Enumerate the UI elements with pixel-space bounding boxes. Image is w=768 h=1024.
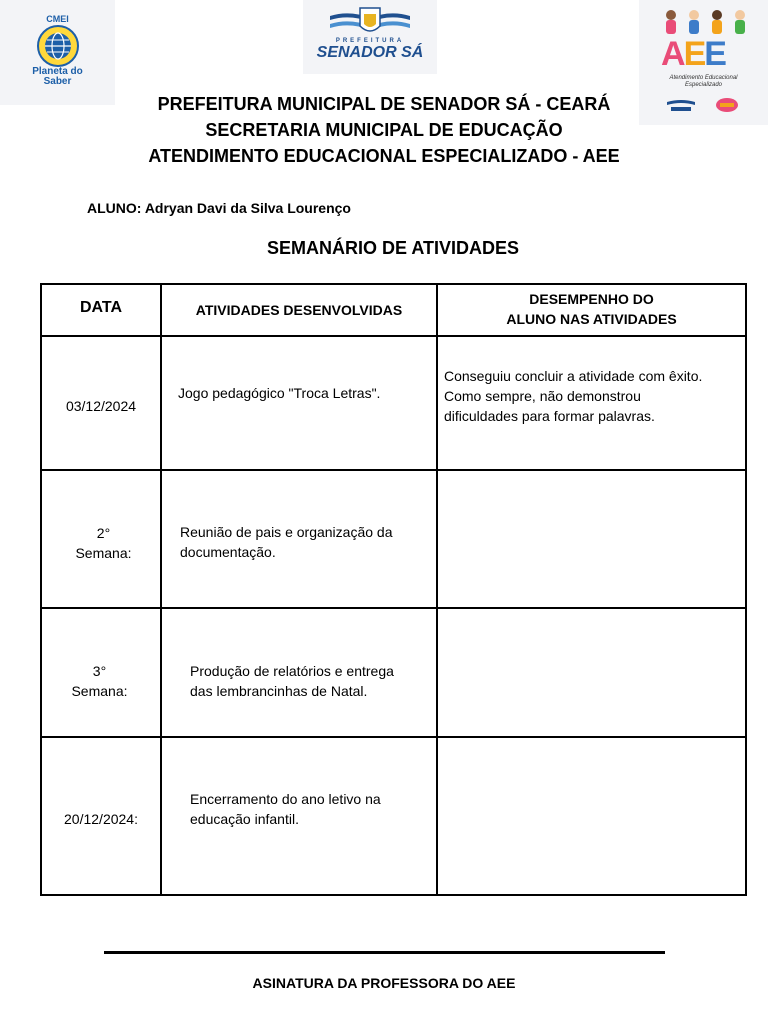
- table-rule-row1: [40, 469, 747, 471]
- header-activities: ATIVIDADES DESENVOLVIDAS: [195, 302, 403, 318]
- table-border-right: [745, 283, 747, 896]
- student-name: Adryan Davi da Silva Lourenço: [144, 200, 351, 216]
- page-title: SEMANÁRIO DE ATIVIDADES: [266, 238, 520, 258]
- row1-date-line1: 03/12/2024: [65, 398, 137, 414]
- row2-date-line1: 2°: [96, 525, 111, 541]
- header-secretariat: SECRETARIA MUNICIPAL DE EDUCAÇÃO: [205, 120, 563, 140]
- cmei-name-line2: Saber: [43, 76, 72, 87]
- row4-date: [42, 809, 160, 829]
- table-rule-row3: [40, 736, 747, 738]
- row1-perf-line3: dificuldades para formar palavras.: [444, 408, 655, 424]
- prefeitura-small-text: PREFEITURA: [335, 38, 405, 44]
- prefeitura-big-text: SENADOR SÁ: [316, 44, 424, 61]
- cmei-logo: [0, 0, 115, 105]
- aee-logo-subtitle: [639, 75, 768, 89]
- aee-sub-line1: Atendimento Educacional: [669, 75, 738, 81]
- aee-logo-letters: [661, 36, 725, 72]
- table-border-bottom: [40, 894, 747, 896]
- row4-date-line1: 20/12/2024:: [64, 811, 138, 827]
- row3-activity-line2: das lembrancinhas de Natal.: [190, 683, 368, 699]
- aee-letter-e2: E: [704, 35, 725, 73]
- row1-activity: [178, 383, 434, 403]
- header-performance-line1: DESEMPENHO DO: [529, 291, 654, 307]
- row2-activity-line1: Reunião de pais e organização da: [180, 524, 393, 540]
- row1-date: [42, 396, 160, 416]
- student-label: ALUNO:: [87, 200, 142, 216]
- row3-date-line2: Semana:: [71, 683, 128, 699]
- row3-date: [42, 661, 157, 701]
- student-line: [87, 200, 351, 216]
- row2-activity-line2: documentação.: [180, 544, 276, 560]
- row2-activity: [180, 522, 434, 562]
- prefeitura-logo: [303, 0, 437, 74]
- row1-activity-line1: Jogo pedagógico "Troca Letras".: [178, 385, 381, 401]
- header-date: DATA: [79, 299, 123, 316]
- cmei-logo-name: [0, 67, 115, 87]
- header-performance-line2: ALUNO NAS ATIVIDADES: [506, 311, 677, 327]
- header-service: ATENDIMENTO EDUCACIONAL ESPECIALIZADO - AEE: [148, 146, 620, 166]
- signature-label: ASINATURA DA PROFESSORA DO AEE: [252, 975, 516, 991]
- row4-activity: [190, 789, 434, 829]
- row2-date-line2: Semana:: [75, 545, 132, 561]
- table-border-left: [40, 283, 42, 896]
- children-icon: [659, 8, 754, 38]
- header-performance: [438, 289, 745, 329]
- aee-sub-line2: Especializado: [684, 82, 723, 88]
- cmei-logo-top-text: CMEI: [46, 14, 69, 24]
- signature-line: [104, 951, 665, 954]
- table-rule-header: [40, 335, 747, 337]
- row3-activity-line1: Produção de relatórios e entrega: [190, 663, 394, 679]
- table-col-divider-2: [436, 283, 438, 896]
- row3-activity: [190, 661, 434, 701]
- crest-icon: [330, 6, 410, 38]
- row3-date-line1: 3°: [92, 663, 107, 679]
- row1-perf-line1: Conseguiu concluir a atividade com êxito.: [444, 368, 703, 384]
- aee-letter-e1: E: [683, 35, 705, 73]
- cmei-name-line1: Planeta do: [32, 66, 83, 77]
- row4-activity-line1: Encerramento do ano letivo na: [190, 791, 381, 807]
- row1-performance: [444, 366, 744, 426]
- aee-letter-a: A: [661, 35, 684, 73]
- row2-date: [42, 523, 165, 563]
- row4-activity-line2: educação infantil.: [190, 811, 299, 827]
- table-col-divider-1: [160, 283, 162, 896]
- table-border-top: [40, 283, 747, 285]
- row1-perf-line2: Como sempre, não demonstrou: [444, 388, 641, 404]
- globe-icon: [36, 24, 80, 68]
- table-rule-row2: [40, 607, 747, 609]
- header-municipality: PREFEITURA MUNICIPAL DE SENADOR SÁ - CEARÁ: [157, 94, 611, 114]
